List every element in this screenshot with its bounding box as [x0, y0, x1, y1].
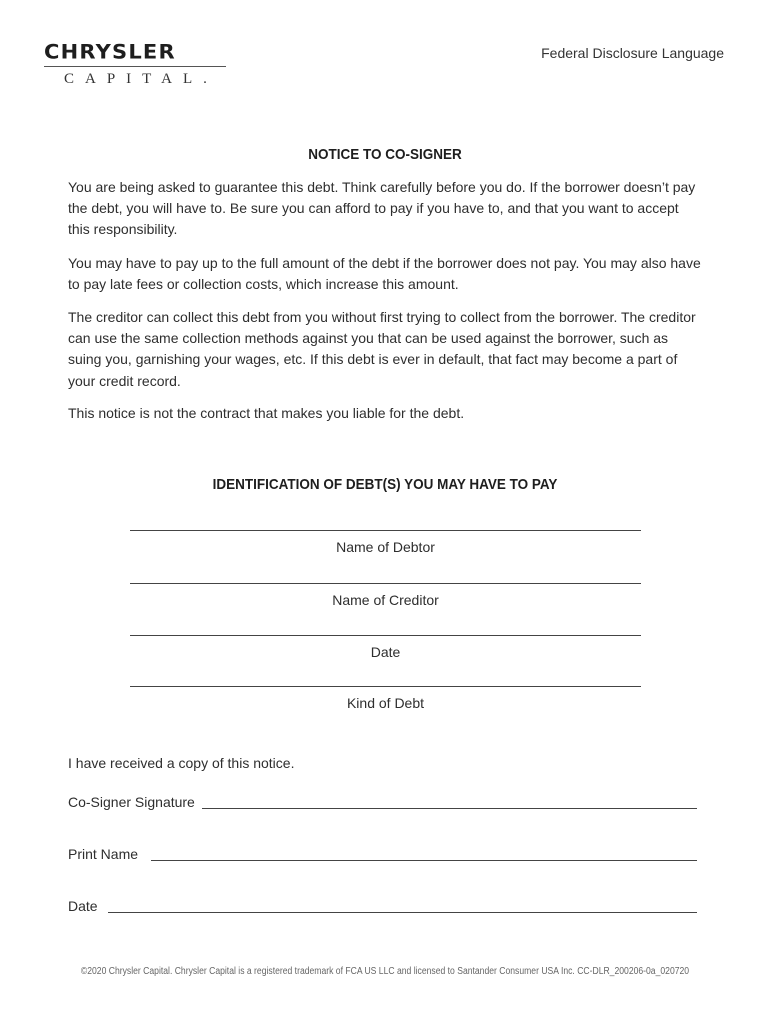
notice-paragraph-4: This notice is not the contract that makes you liable for the debt. — [68, 405, 465, 421]
receipt-statement: I have received a copy of this notice. — [68, 755, 295, 771]
logo-wordmark-bottom: CAPITAL. — [64, 71, 218, 87]
cosigner-signature-label: Co-Signer Signature — [68, 794, 195, 810]
chrysler-capital-logo — [44, 42, 228, 88]
cosigner-signature-line[interactable] — [202, 808, 697, 809]
signature-line — [130, 686, 641, 687]
logo-divider — [44, 66, 226, 67]
signature-line — [130, 583, 641, 584]
print-name-line[interactable] — [151, 860, 697, 861]
debtor-name-field[interactable] — [130, 530, 641, 555]
signature-date-line[interactable] — [108, 912, 697, 913]
creditor-name-field[interactable] — [130, 583, 641, 608]
debt-date-label: Date — [370, 644, 401, 660]
debt-date-field[interactable] — [130, 635, 641, 660]
notice-paragraph-3: The creditor can collect this debt from you without first trying to collect from the borrower. The creditor can use the same collection methods against you that can be used against the borrower, such as suing you, garnishing your wages, etc. If this debt is ever in default, that fact may become a part of your credit record. — [68, 309, 696, 389]
kind-of-debt-label: Kind of Debt — [346, 695, 425, 711]
signature-line — [130, 530, 641, 531]
document-category-label: Federal Disclosure Language — [541, 45, 724, 61]
copyright-footer: ©2020 Chrysler Capital. Chrysler Capital is a registered trademark of FCA US LLC and licensed to Santander Consumer USA Inc. CC-DLR_200206-0a_020720 — [80, 966, 690, 977]
identification-title: IDENTIFICATION OF DEBT(S) YOU MAY HAVE TO PAY — [212, 476, 558, 493]
notice-paragraph-2: You may have to pay up to the full amount of the debt if the borrower does not pay. You may also have to pay late fees or collection costs, which increase this amount. — [68, 255, 701, 293]
signature-line — [130, 635, 641, 636]
logo-wordmark-top: CHRYSLER — [44, 41, 176, 64]
debtor-name-label: Name of Debtor — [336, 539, 435, 555]
print-name-label: Print Name — [68, 846, 139, 862]
notice-title: NOTICE TO CO-SIGNER — [308, 146, 462, 163]
notice-paragraph-1: You are being asked to guarantee this debt. Think carefully before you do. If the borrower doesn’t pay the debt, you will have to. Be sure you can afford to pay if you have to, and that you want to accept this responsibility. — [68, 179, 696, 238]
creditor-name-label: Name of Creditor — [332, 592, 439, 608]
kind-of-debt-field[interactable] — [130, 686, 641, 711]
signature-date-label: Date — [68, 898, 98, 914]
